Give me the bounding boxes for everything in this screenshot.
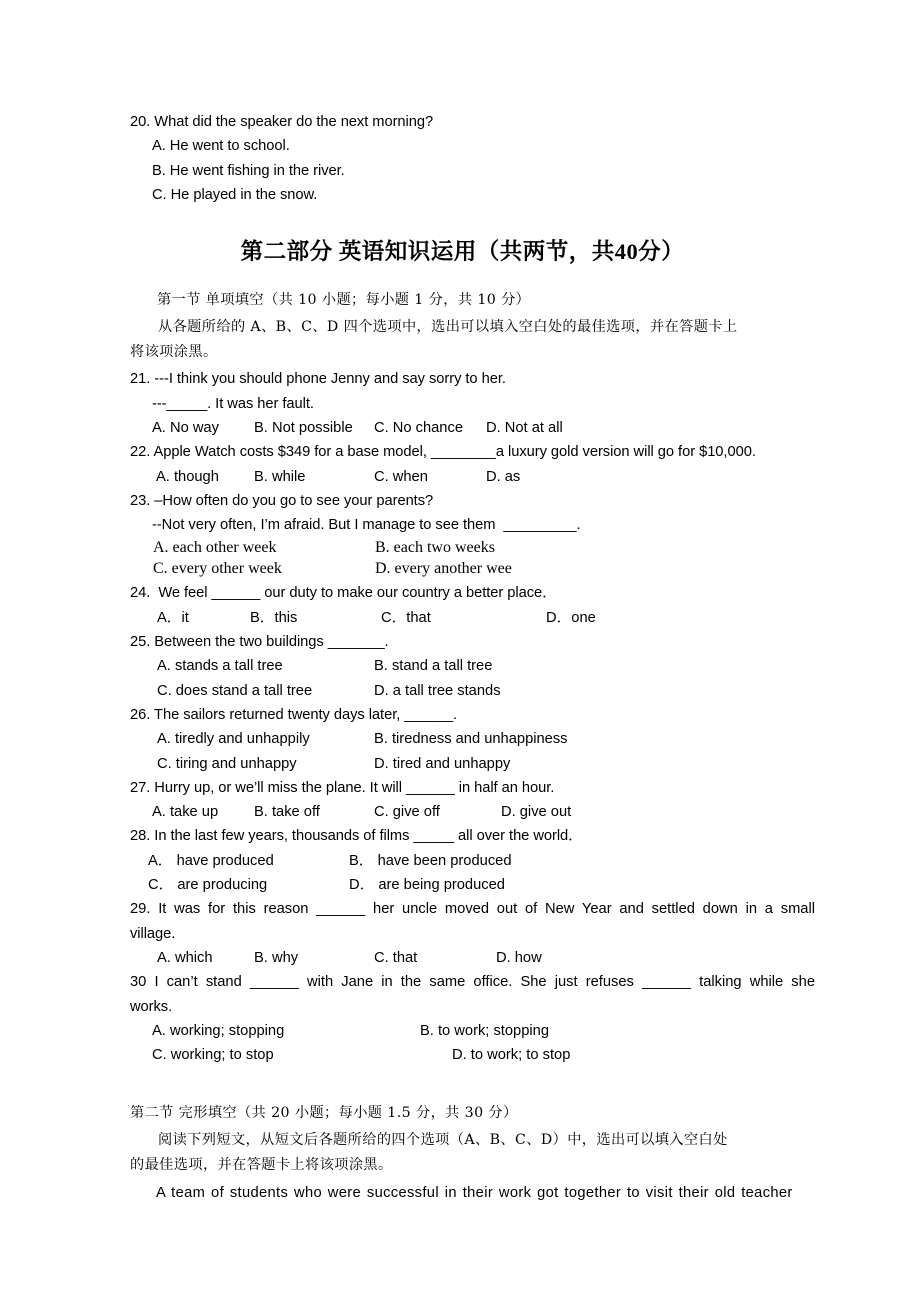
section-two-heading: 第二节 完形填空（共 20 小题；每小题 1.5 分，共 30 分） — [130, 1105, 518, 1122]
question-27-option-b[interactable]: B. take off — [254, 804, 320, 821]
question-29-option-c[interactable]: C. that — [374, 949, 418, 966]
question-26-option-c[interactable]: C. tiring and unhappy — [157, 755, 297, 772]
question-28-option-a[interactable]: A． have produced — [148, 852, 274, 869]
question-22-option-b[interactable]: B. while — [254, 468, 306, 485]
question-30-stem-line2: works. — [130, 998, 173, 1015]
question-22-block — [130, 440, 815, 489]
question-29-block — [130, 897, 815, 970]
question-24-option-c[interactable]: C．that — [381, 609, 431, 626]
section-one-heading: 第一节 单项填空（共 10 小题；每小题 1 分，共 10 分） — [157, 292, 531, 309]
question-22-option-a[interactable]: A. though — [156, 468, 219, 485]
question-23-option-b[interactable]: B. each two weeks — [375, 539, 495, 557]
question-24-stem-line1: 24. We feel ______ our duty to make our country a better place． — [130, 585, 557, 602]
question-28-option-b[interactable]: B． have been produced — [349, 852, 512, 869]
question-29-option-b[interactable]: B. why — [254, 949, 299, 966]
question-28-option-d[interactable]: D． are being produced — [349, 877, 505, 894]
question-21-option-b[interactable]: B. Not possible — [254, 420, 353, 436]
question-24-option-b[interactable]: B．this — [250, 609, 298, 626]
question-23-stem-line2: --Not very often, I’m afraid. But I manage to see them _________. — [152, 517, 581, 534]
question-29-option-a[interactable]: A. which — [157, 949, 213, 966]
question-23-option-a[interactable]: A. each other week — [153, 539, 277, 557]
question-28-options-row1 — [130, 849, 815, 873]
section-two-instruction-line1: 阅读下列短文，从短文后各题所给的四个选项（A、B、C、D）中，选出可以填入空白处 — [158, 1131, 728, 1148]
question-29-stem-line1: 29. It was for this reason ______ her uncle moved out of New Year and settled down in a small — [130, 901, 815, 918]
question-26-stem-line1: 26. The sailors returned twenty days later, ______. — [130, 706, 458, 723]
question-22-option-c[interactable]: C. when — [374, 468, 428, 485]
question-23-block — [130, 489, 815, 580]
question-29-option-d[interactable]: D. how — [496, 949, 542, 966]
question-30-options-row1 — [130, 1019, 815, 1043]
question-21-option-c[interactable]: C. No chance — [374, 420, 463, 436]
question-28-options-row2 — [130, 873, 815, 897]
question-30-stem-line1: 30 I can’t stand ______ with Jane in the same office. She just refuses ______ talking while she — [130, 974, 815, 991]
question-24-block — [130, 581, 815, 630]
question-28-block — [130, 824, 815, 897]
question-26-options-row1 — [130, 727, 815, 751]
question-22-options — [130, 465, 815, 489]
question-25-stem-line1: 25. Between the two buildings _______. — [130, 634, 389, 651]
cloze-passage-line1: A team of students who were successful in their work got together to visit their old teacher — [156, 1184, 793, 1201]
question-20-block — [130, 110, 815, 207]
question-26-option-d[interactable]: D. tired and unhappy — [374, 755, 511, 772]
question-30-option-d[interactable]: D. to work; to stop — [452, 1047, 571, 1064]
question-26-option-a[interactable]: A. tiredly and unhappily — [157, 731, 310, 748]
question-23-stem-line1: 23. –How often do you go to see your parents? — [130, 492, 434, 509]
question-30-block — [130, 970, 815, 1067]
question-29-stem-line2: village. — [130, 925, 176, 942]
question-20-stem: 20. What did the speaker do the next morning? — [130, 114, 434, 130]
question-25-option-b[interactable]: B. stand a tall tree — [374, 658, 493, 675]
question-21-stem-line2: ---_____. It was her fault. — [152, 395, 314, 412]
question-25-option-c[interactable]: C. does stand a tall tree — [157, 682, 313, 699]
section-two-block — [130, 1101, 815, 1205]
question-27-option-a[interactable]: A. take up — [152, 804, 219, 821]
question-28-stem-line1: 28. In the last few years, thousands of films _____ all over the world． — [130, 828, 583, 845]
question-21-option-d[interactable]: D. Not at all — [486, 420, 563, 436]
question-20-option-a: A. He went to school. — [152, 138, 290, 155]
question-23-options-row1 — [130, 537, 815, 558]
question-27-options — [130, 800, 815, 824]
question-25-options-row2 — [130, 679, 815, 703]
question-20-option-c: C. He played in the snow. — [152, 186, 318, 203]
section-one-instruction-line2: 将该项涂黑。 — [130, 344, 218, 360]
question-21-stem-line1: 21. ---I think you should phone Jenny and say sorry to her. — [130, 371, 506, 388]
question-26-options-row2 — [130, 752, 815, 776]
question-25-option-d[interactable]: D. a tall tree stands — [374, 682, 501, 699]
question-30-options-row2 — [130, 1043, 815, 1067]
question-29-options — [130, 946, 815, 970]
question-21-options — [130, 416, 815, 440]
section-one-instruction-line1: 从各题所给的 A、B、C、D 四个选项中，选出可以填入空白处的最佳选项，并在答题卡上 — [158, 318, 738, 335]
question-27-option-d[interactable]: D. give out — [501, 804, 572, 821]
question-24-option-d[interactable]: D．one — [546, 609, 596, 626]
question-30-option-b[interactable]: B. to work; stopping — [420, 1022, 549, 1039]
question-24-options — [130, 606, 815, 630]
question-27-block — [130, 776, 815, 825]
question-30-option-a[interactable]: A. working; stopping — [152, 1022, 285, 1039]
section-two-instruction-line2: 的最佳选项，并在答题卡上将该项涂黑。 — [130, 1157, 393, 1174]
question-20-option-b: B. He went fishing in the river. — [152, 162, 345, 179]
question-22-option-d[interactable]: D. as — [486, 468, 521, 485]
question-25-block — [130, 630, 815, 703]
part-two-title: 第二部分 英语知识运用（共两节，共40分） — [240, 239, 685, 265]
question-21-option-a[interactable]: A. No way — [152, 420, 219, 436]
question-23-option-c[interactable]: C. every other week — [153, 560, 282, 578]
question-28-option-c[interactable]: C． are producing — [148, 877, 268, 894]
question-21-block — [130, 367, 815, 440]
question-23-options-row2 — [130, 558, 815, 579]
question-22-stem-line1: 22. Apple Watch costs $349 for a base model, ________a luxury gold version will go for $10,000. — [130, 444, 756, 461]
question-24-option-a[interactable]: A．it — [157, 609, 189, 626]
question-26-block — [130, 703, 815, 776]
question-25-options-row1 — [130, 654, 815, 678]
question-23-option-d[interactable]: D. every another wee — [375, 560, 512, 578]
question-27-stem-line1: 27. Hurry up, or we’ll miss the plane. It will ______ in half an hour. — [130, 779, 555, 796]
question-25-option-a[interactable]: A. stands a tall tree — [157, 658, 283, 675]
question-27-option-c[interactable]: C. give off — [374, 804, 440, 821]
question-26-option-b[interactable]: B. tiredness and unhappiness — [374, 731, 568, 748]
question-30-option-c[interactable]: C. working; to stop — [152, 1047, 274, 1064]
